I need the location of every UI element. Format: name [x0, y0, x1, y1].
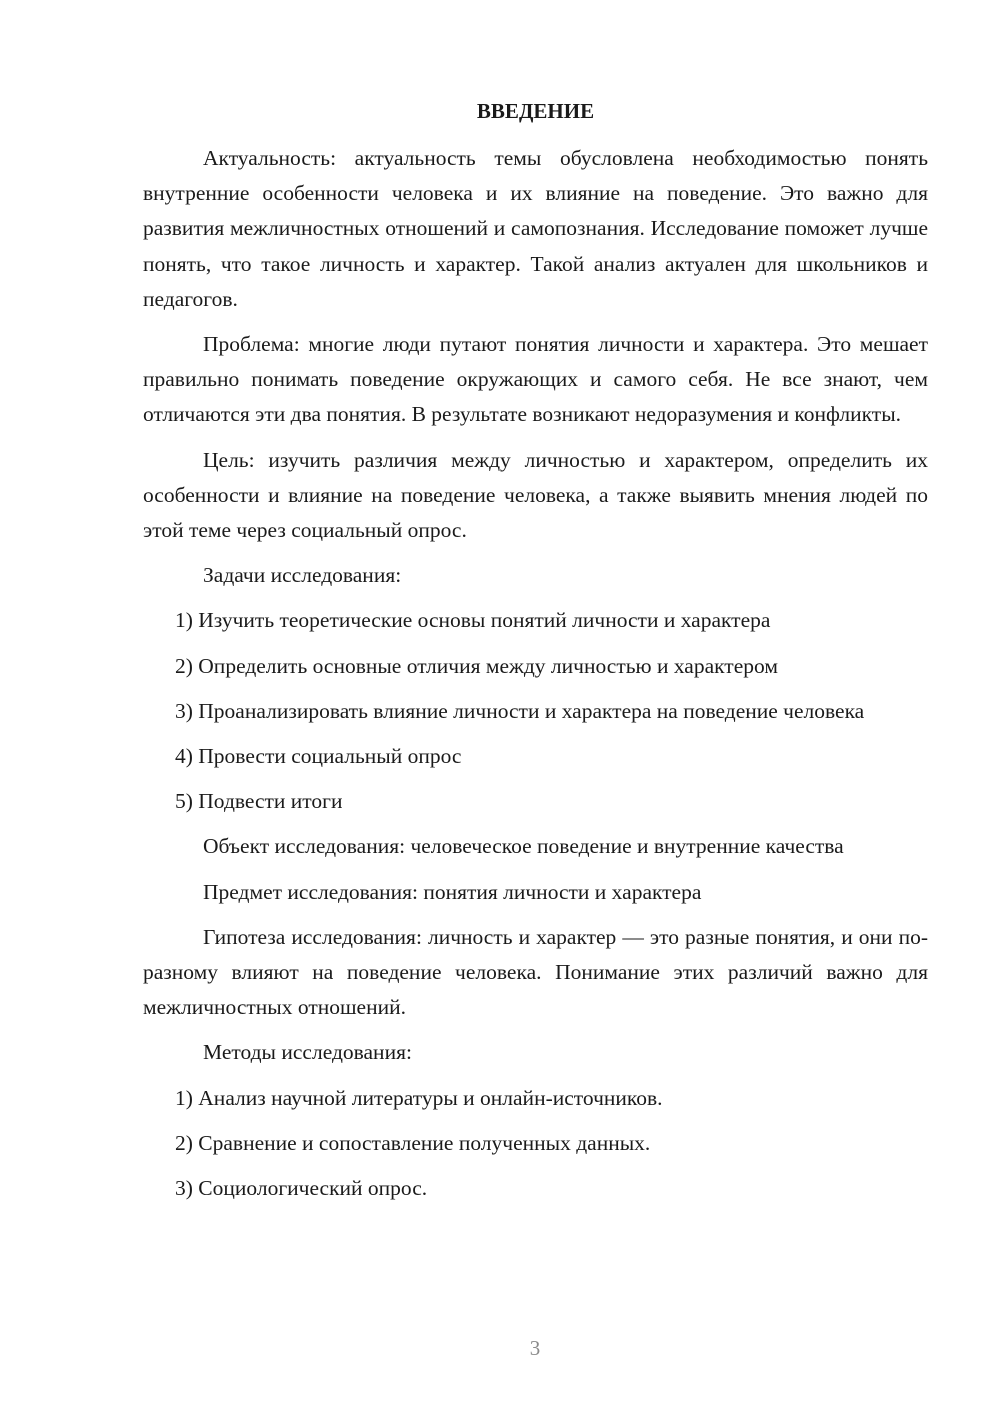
relevance-paragraph: Актуальность: актуальность темы обусловлена необходимостью понять внутренние особенности человека и их влияние на поведение. Это важно для развития межличностных отношений и самопознания. Исследование поможет лучше понять, что такое личность и характер. Такой анализ актуален для школьников и педагогов. [143, 146, 928, 311]
document-body [143, 95, 928, 1216]
task-item: 4) Провести социальный опрос [175, 744, 462, 769]
task-item: 1) Изучить теоретические основы понятий личности и характера [175, 608, 771, 633]
method-item: 1) Анализ научной литературы и онлайн-источников. [175, 1085, 663, 1110]
method-item: 2) Сравнение и сопоставление полученных данных. [175, 1130, 651, 1155]
methods-list [143, 1081, 928, 1207]
methods-heading: Методы исследования: [203, 1040, 412, 1065]
goal-paragraph: Цель: изучить различия между личностью и характером, определить их особенности и влияние на поведение человека, а также выявить мнения людей по этой теме через социальный опрос. [143, 447, 928, 543]
method-item: 3) Социологический опрос. [175, 1176, 428, 1201]
tasks-list [143, 603, 928, 819]
hypothesis-paragraph: Гипотеза исследования: личность и характер — это разные понятия, и они по-разному влияют на поведение человека. Понимание этих различий важно для межличностных отношений. [143, 924, 928, 1020]
problem-paragraph: Проблема: многие люди путают понятия личности и характера. Это мешает правильно понимать поведение окружающих и самого себя. Не все знают, чем отличаются эти два понятия. В результате возникают недоразумения и конфликты. [143, 332, 928, 427]
task-item: 5) Подвести итоги [175, 789, 343, 814]
object-paragraph: Объект исследования: человеческое поведение и внутренние качества [203, 834, 844, 859]
task-item: 2) Определить основные отличия между личностью и характером [175, 653, 778, 678]
section-title: ВВЕДЕНИЕ [476, 99, 595, 123]
tasks-heading: Задачи исследования: [203, 563, 402, 588]
subject-paragraph: Предмет исследования: понятия личности и характера [203, 879, 702, 904]
task-item: 3) Проанализировать влияние личности и характера на поведение человека [175, 698, 865, 723]
page-number: 3 [529, 1336, 541, 1360]
